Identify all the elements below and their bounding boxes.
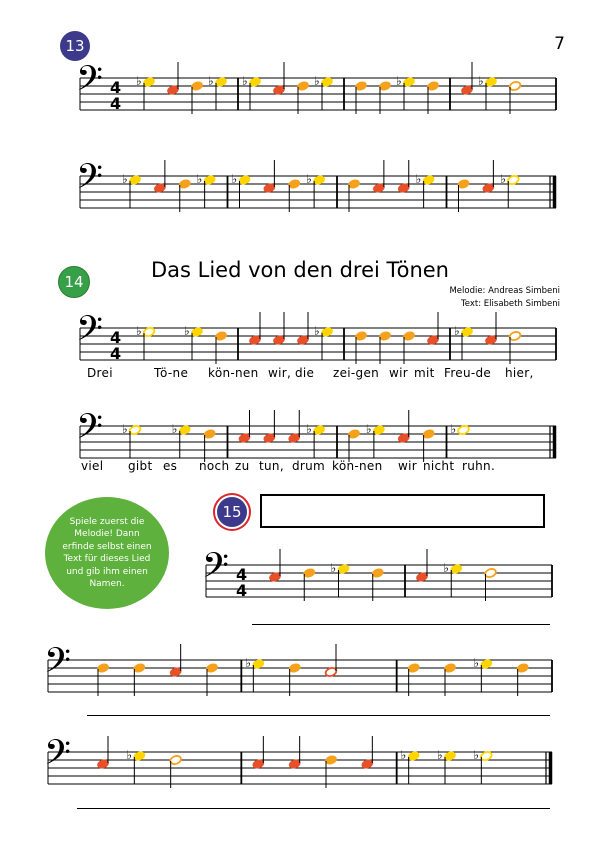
bass-clef-icon: 𝄢 [44,731,72,781]
exercise-13-number: 13 [65,37,85,55]
flat-sign: ♭ [196,172,203,186]
bass-clef-icon: 𝄢 [202,544,230,594]
flat-sign: ♭ [415,172,422,186]
flat-sign: ♭ [306,422,312,436]
lyric-syllable: zei-gen [333,366,380,380]
flat-sign: ♭ [122,422,128,436]
time-signature-bottom: 4 [110,93,122,113]
bass-clef-icon: 𝄢 [44,639,72,689]
melody-credit: Melodie: Andreas Simbeni [449,286,560,296]
flat-sign: ♭ [330,561,337,575]
lyric-syllable: viel [81,459,104,473]
staff-13-line-1 [0,40,600,130]
bass-clef-icon: 𝄢 [76,57,104,107]
lyric-syllable: drum [292,459,326,473]
text-credit: Text: Elisabeth Simbeni [461,299,560,309]
lyric-syllable: nicht [423,459,455,473]
flat-sign: ♭ [437,748,443,762]
flat-sign: ♭ [478,74,484,88]
song-title: Das Lied von den drei Tönen [150,258,449,282]
flat-sign: ♭ [365,422,372,436]
lyric-syllable: zu [235,459,250,473]
flat-sign: ♭ [450,422,457,436]
flat-sign: ♭ [122,172,128,186]
staff-15-line-2 [0,622,600,712]
flat-sign: ♭ [242,74,248,88]
flat-sign: ♭ [454,324,460,338]
flat-sign: ♭ [473,748,480,762]
staff-13-line-2 [0,138,600,228]
staff-15-line-3 [0,714,600,804]
exercise-15-instruction: Spiele zuerst die Melodie! Dann erfinde selbst einen Text für dieses Lied und gib ihm einen Namen. [62,516,152,589]
lyric-syllable: hier, [505,366,534,380]
exercise-15-number: 15 [222,503,242,521]
lyric-syllable: wir [389,366,408,380]
time-signature-bottom: 4 [236,580,248,600]
lyric-syllable: kön-nen [208,366,259,380]
flat-sign: ♭ [400,748,407,762]
flat-sign: ♭ [208,74,214,88]
lyric-syllable: wir [398,459,417,473]
lyric-syllable: gibt [128,459,153,473]
lyric-syllable: wir, [268,366,292,380]
lyric-syllable: tun, [259,459,284,473]
flat-sign: ♭ [314,74,320,88]
flat-sign: ♭ [126,748,133,762]
time-signature-bottom: 4 [110,343,122,363]
flat-sign: ♭ [184,324,190,338]
lyric-syllable: ruhn. [462,459,496,473]
flat-sign: ♭ [136,74,142,88]
lyric-syllable: kön-nen [332,459,383,473]
flat-sign: ♭ [306,172,312,186]
lyric-syllable: es [163,459,178,473]
flat-sign: ♭ [136,324,142,338]
lyric-syllable: die [295,366,315,380]
flat-sign: ♭ [443,561,449,575]
time-signature-top: 4 [236,564,248,584]
lyric-syllable: Drei [87,366,113,380]
lyric-syllable: Freu-de [444,366,492,380]
flat-sign: ♭ [396,74,402,88]
lyric-syllable: Tö-ne [154,366,189,380]
flat-sign: ♭ [231,172,238,186]
time-signature-top: 4 [110,327,122,347]
time-signature-top: 4 [110,77,122,97]
staff-15-line-1 [0,527,600,617]
lyric-syllable: noch [199,459,230,473]
bass-clef-icon: 𝄢 [76,307,104,357]
song-title-write-box[interactable] [260,494,545,528]
flat-sign: ♭ [245,656,252,670]
exercise-15-badge [217,497,247,527]
flat-sign: ♭ [171,422,178,436]
bass-clef-icon: 𝄢 [76,155,104,205]
page-number: 7 [554,34,565,54]
lyrics-write-line-3[interactable] [77,808,550,809]
flat-sign: ♭ [314,324,320,338]
bass-clef-icon: 𝄢 [76,405,104,455]
exercise-14-number: 14 [64,273,84,291]
flat-sign: ♭ [500,172,506,186]
flat-sign: ♭ [473,656,480,670]
lyric-syllable: mit [414,366,435,380]
